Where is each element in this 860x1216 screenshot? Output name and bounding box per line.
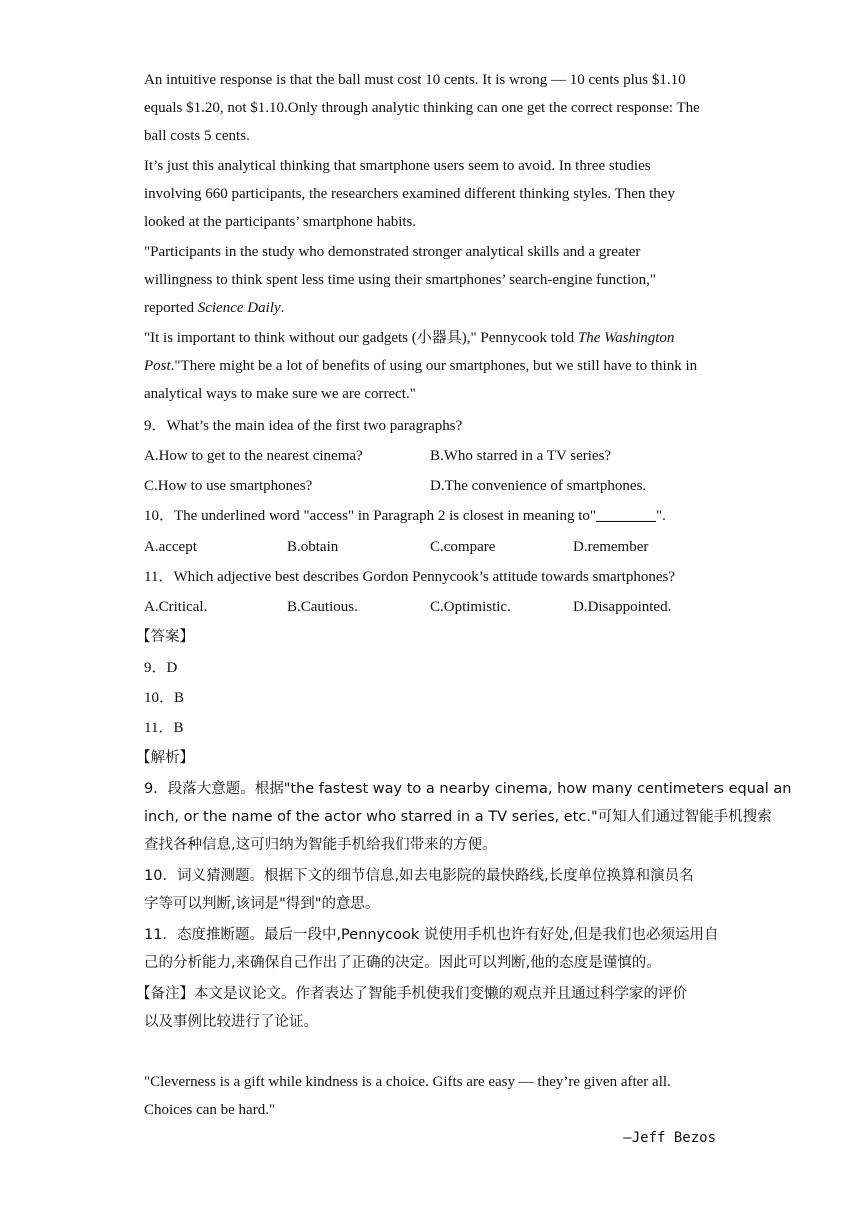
passage-text: It’s just this analytical thinking that smartphone users seem to avoid. In three studies bbox=[144, 158, 651, 174]
answer-item: 10．B bbox=[144, 690, 185, 706]
passage-text: "Participants in the study who demonstrated stronger analytical skills and a greater bbox=[144, 244, 641, 260]
question-stem bbox=[144, 506, 666, 526]
option-d: D.remember bbox=[573, 539, 649, 555]
text-run: ."There might be a lot of benefits of using our smartphones, but we still have to think in bbox=[170, 358, 698, 374]
option-a: A.Critical. bbox=[144, 599, 208, 615]
answer-header: 【答案】 bbox=[136, 629, 194, 645]
passage-text: willingness to think spent less time using their smartphones’ search-engine function," bbox=[144, 272, 656, 288]
passage-text bbox=[144, 356, 697, 376]
text-run: reported bbox=[144, 300, 198, 316]
passage-text: equals $1.20, not $1.10.Only through analytic thinking can one get the correct response: The bbox=[144, 100, 700, 116]
option-d: D.Disappointed. bbox=[573, 599, 672, 615]
text-run: 10．The underlined word "access" in Paragraph 2 is closest in meaning to" bbox=[144, 508, 597, 524]
passage-text: ball costs 5 cents. bbox=[144, 128, 250, 144]
option-a: A.accept bbox=[144, 539, 197, 555]
source-name: Science Daily bbox=[197, 300, 281, 316]
question-stem: 9．What’s the main idea of the first two paragraphs? bbox=[144, 418, 463, 434]
answer-item: 11．B bbox=[144, 720, 184, 736]
passage-text: analytical ways to make sure we are correct." bbox=[144, 386, 416, 402]
passage-text: An intuitive response is that the ball must cost 10 cents. It is wrong — 10 cents plus $1.10 bbox=[144, 72, 686, 88]
quote-text: Choices can be hard." bbox=[144, 1102, 276, 1118]
analysis-text: 10．词义猜测题。根据下文的细节信息,如去电影院的最快路线,长度单位换算和演员名 bbox=[144, 868, 694, 884]
option-a: A.How to get to the nearest cinema? bbox=[144, 448, 363, 464]
passage-text: involving 660 participants, the researchers examined different thinking styles. Then they bbox=[144, 186, 675, 202]
answer-item: 9．D bbox=[144, 660, 178, 676]
text-run: ". bbox=[656, 508, 666, 524]
passage-text: looked at the participants’ smartphone habits. bbox=[144, 214, 417, 230]
note-text: 【备注】本文是议论文。作者表达了智能手机使我们变懒的观点并且通过科学家的评价 bbox=[136, 986, 687, 1002]
text-run: . bbox=[280, 300, 285, 316]
analysis-text: 字等可以判断,该词是"得到"的意思。 bbox=[144, 896, 380, 912]
analysis-text: 11．态度推断题。最后一段中,Pennycook 说使用手机也许有好处,但是我们也必须运用自 bbox=[144, 927, 719, 943]
question-stem: 11．Which adjective best describes Gordon Pennycook’s attitude towards smartphones? bbox=[144, 569, 675, 585]
answer-blank: ________ bbox=[596, 508, 657, 524]
option-b: B.obtain bbox=[287, 539, 339, 555]
analysis-header: 【解析】 bbox=[136, 750, 194, 766]
option-b: B.Cautious. bbox=[287, 599, 358, 615]
analysis-text: 己的分析能力,来确保自己作出了正确的决定。因此可以判断,他的态度是谨慎的。 bbox=[144, 955, 661, 971]
quote-text: "Cleverness is a gift while kindness is a choice. Gifts are easy — they’re given after all. bbox=[144, 1074, 671, 1090]
note-text: 以及事例比较进行了论证。 bbox=[144, 1014, 318, 1030]
analysis-text: 9．段落大意题。根据"the fastest way to a nearby cinema, how many centimeters equal an bbox=[144, 781, 792, 797]
quote-author: —Jeff Bezos bbox=[623, 1130, 716, 1146]
text-run: "It is important to think without our gadgets (小器具)," Pennycook told bbox=[144, 330, 578, 346]
option-d: D.The convenience of smartphones. bbox=[430, 478, 647, 494]
option-b: B.Who starred in a TV series? bbox=[430, 448, 612, 464]
option-c: C.Optimistic. bbox=[430, 599, 511, 615]
analysis-text: 查找各种信息,这可归纳为智能手机给我们带来的方便。 bbox=[144, 837, 497, 853]
passage-text bbox=[144, 298, 284, 318]
option-c: C.compare bbox=[430, 539, 496, 555]
option-c: C.How to use smartphones? bbox=[144, 478, 313, 494]
source-name: Post bbox=[144, 358, 171, 374]
analysis-text: inch, or the name of the actor who starred in a TV series, etc."可知人们通过智能手机搜索 bbox=[144, 809, 772, 825]
passage-text bbox=[144, 328, 674, 348]
source-name: The Washington bbox=[577, 330, 675, 346]
